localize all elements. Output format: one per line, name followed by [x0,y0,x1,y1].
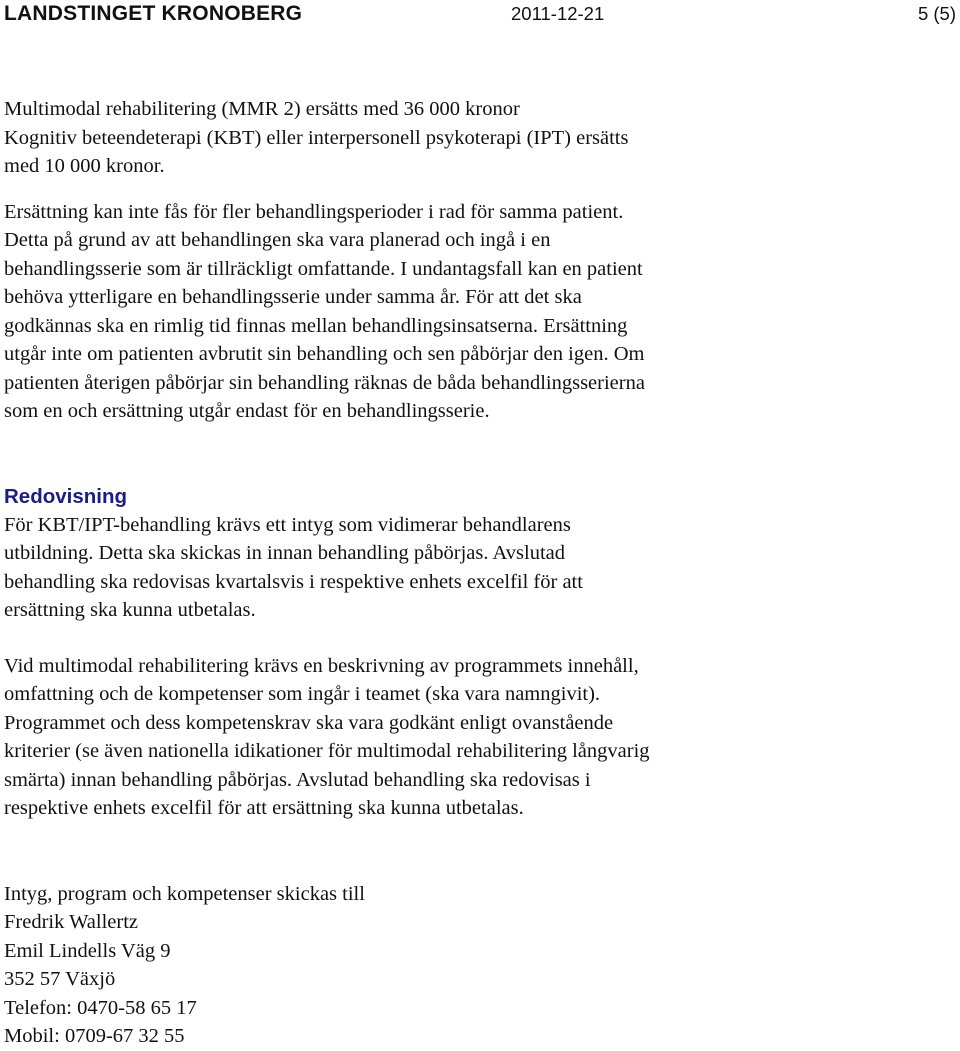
organization-name: LANDSTINGET KRONOBERG [4,2,303,25]
text-line: För KBT/IPT-behandling krävs ett intyg som vidimerar behandlarens [4,513,571,536]
text-line: med 10 000 kronor. [4,155,165,177]
contact-phone: Telefon: 0470-58 65 17 [4,996,197,1019]
text-line: Kognitiv beteendeterapi (KBT) eller interpersonell psykoterapi (IPT) ersätts [4,126,629,149]
kbt-ipt-paragraph [4,511,954,625]
contact-mobile: Mobil: 0709-67 32 55 [4,1025,185,1047]
text-line: Ersättning kan inte fås för fler behandlingsperioder i rad för samma patient. [4,200,624,223]
multimodal-paragraph [4,652,954,823]
text-line: behöva ytterligare en behandlingsserie under samma år. För att det ska [4,286,582,308]
text-line: utbildning. Detta ska skickas in innan behandling påbörjas. Avslutad [4,542,565,564]
text-line: behandlingsserie som är tillräckligt omfattande. I undantagsfall kan en patient [4,257,643,280]
compensation-paragraph [4,95,954,181]
text-line: Multimodal rehabilitering (MMR 2) ersätts med 36 000 kronor [4,98,520,120]
contact-street: Emil Lindells Väg 9 [4,939,171,962]
text-line: patienten återigen påbörjar sin behandling räknas de båda behandlingsserierna [4,371,645,394]
text-line: kriterier (se även nationella idikationer för multimodal rehabilitering långvarig [4,740,650,762]
text-line: omfattning och de kompetenser som ingår i teamet (ska vara namngivit). [4,683,601,705]
page-number: 5 (5) [917,3,956,24]
page-header [4,0,956,30]
text-line: Vid multimodal rehabilitering krävs en beskrivning av programmets innehåll, [4,654,639,677]
section-heading: Redovisning [4,484,128,508]
text-line: som en och ersättning utgår endast för en behandlingsserie. [4,400,490,422]
contact-postal: 352 57 Växjö [4,968,116,990]
text-line: utgår inte om patienten avbrutit sin behandling och sen påbörjar den igen. Om [4,343,645,365]
contact-block [4,880,954,1051]
text-line: godkännas ska en rimlig tid finnas mellan behandlingsinsatserna. Ersättning [4,314,628,337]
text-line: Programmet och dess kompetenskrav ska vara godkänt enligt ovanstående [4,711,614,734]
document-body [4,95,954,1051]
contact-name: Fredrik Wallertz [4,911,139,933]
text-line: Detta på grund av att behandlingen ska vara planerad och ingå i en [4,229,551,251]
text-line: behandling ska redovisas kvartalsvis i respektive enhets excelfil för att [4,570,583,593]
text-line: respektive enhets excelfil för att ersättning ska kunna utbetalas. [4,797,524,819]
text-line: ersättning ska kunna utbetalas. [4,599,256,621]
document-date: 2011-12-21 [511,3,605,24]
text-line: smärta) innan behandling påbörjas. Avslutad behandling ska redovisas i [4,768,591,791]
treatment-period-paragraph [4,198,954,426]
contact-intro: Intyg, program och kompetenser skickas till [4,882,365,905]
